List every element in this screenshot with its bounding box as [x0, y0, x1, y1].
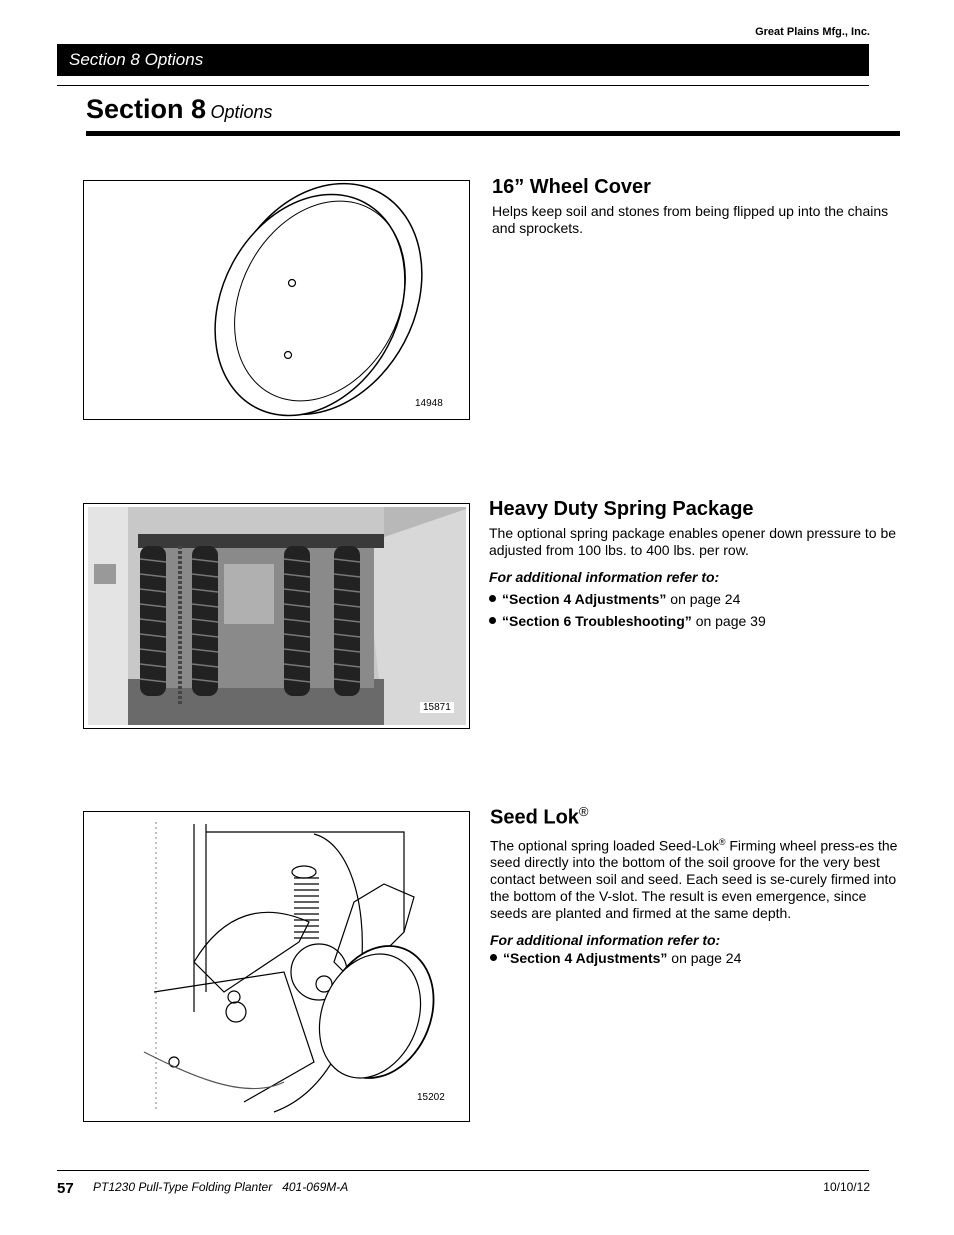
page-title-sub: Options	[210, 102, 273, 122]
wheel-cover-illustration	[84, 181, 470, 420]
seed-lok-description-rest: Firming wheel press-es the seed directly into the bottom of the soil groove for the very best contact between soil and seed. Each seed is se-curely firmed into the bottom of the V-slot. The result is even emergence, since seeds are planted and firmed at the same depth.	[490, 837, 898, 922]
seed-lok-title: Seed Lok	[490, 806, 579, 829]
registered-mark: ®	[578, 804, 589, 819]
refer-label: For additional information refer to:	[489, 569, 720, 585]
reference-link[interactable]: “Section 6 Troubleshooting”	[502, 613, 692, 629]
page-number: 57	[57, 1180, 74, 1197]
refer-label: For additional information refer to:	[490, 932, 721, 949]
seed-lok-heading	[490, 804, 902, 830]
wheel-cover-description: Helps keep soil and stones from being flipped up into the chains and sprockets.	[492, 203, 889, 236]
seed-lok-figure	[83, 811, 470, 1122]
document-title: PT1230 Pull-Type Folding Planter 401-069M-A	[93, 1180, 349, 1194]
spring-package-section	[489, 498, 904, 629]
reference-link[interactable]: “Section 4 Adjustments”	[503, 950, 668, 967]
reference-page: on page 39	[695, 613, 766, 629]
figure-number: 14948	[415, 398, 443, 409]
registered-mark: ®	[718, 836, 726, 847]
figure-number: 15202	[417, 1092, 445, 1103]
spring-package-photo	[84, 504, 470, 729]
list-item	[489, 591, 904, 607]
bullet-icon	[489, 617, 496, 624]
seed-lok-description-start: The optional spring loaded Seed-Lok	[490, 837, 719, 854]
page-title-main: Section 8	[86, 94, 207, 124]
company-name: Great Plains Mfg., Inc.	[755, 26, 870, 38]
list-item	[490, 950, 902, 966]
section-header-bar: Section 8 Options	[57, 44, 869, 76]
title-rule	[86, 131, 900, 136]
seed-lok-section	[490, 804, 902, 966]
bullet-icon	[490, 954, 497, 961]
footer-rule	[57, 1170, 869, 1171]
seed-lok-illustration	[84, 812, 470, 1122]
wheel-cover-figure	[83, 180, 470, 420]
reference-page: on page 24	[670, 591, 741, 607]
reference-page: on page 24	[671, 950, 742, 967]
list-item	[489, 613, 904, 629]
page-title	[86, 94, 273, 125]
reference-link[interactable]: “Section 4 Adjustments”	[502, 591, 667, 607]
document-date: 10/10/12	[823, 1180, 870, 1194]
header-rule	[57, 85, 869, 86]
spring-package-heading: Heavy Duty Spring Package	[489, 498, 754, 520]
wheel-cover-heading: 16” Wheel Cover	[492, 176, 651, 198]
seed-lok-description	[490, 834, 902, 923]
spring-package-figure	[83, 503, 470, 729]
bullet-icon	[489, 595, 496, 602]
wheel-cover-section	[492, 176, 892, 237]
spring-package-description: The optional spring package enables opener down pressure to be adjusted from 100 lbs. to 400 lbs. per row.	[489, 525, 897, 558]
figure-number: 15871	[420, 702, 454, 713]
